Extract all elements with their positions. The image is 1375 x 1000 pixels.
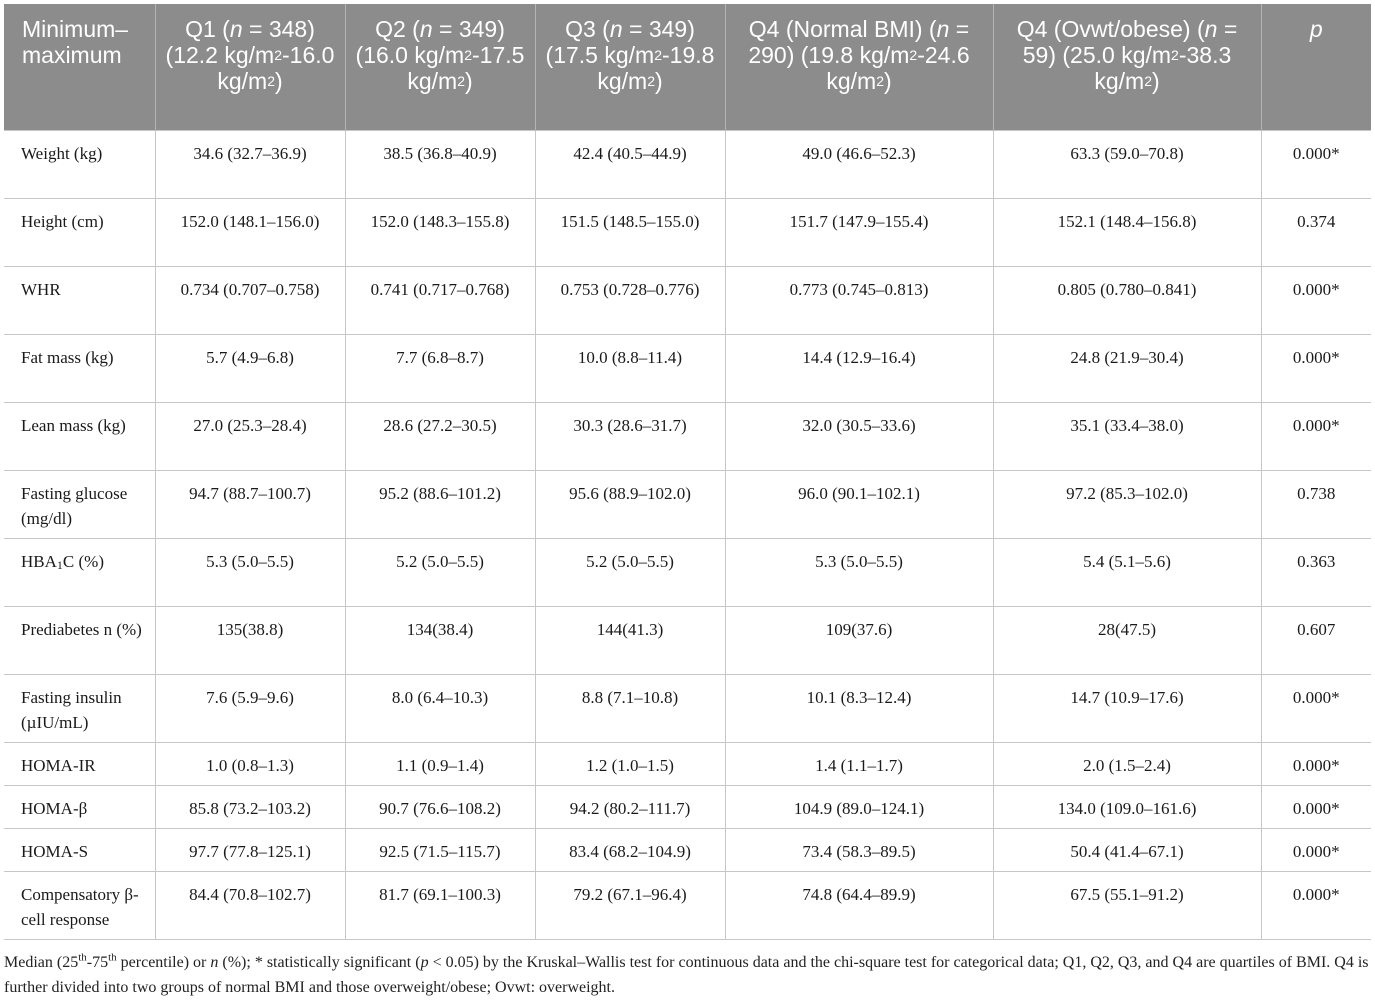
header-q1: Q1 (n = 348) (12.2 $kg/m^2-16.0$ $kg/m^2$): [155, 4, 345, 130]
table-row: [4, 871, 1371, 939]
cell-q4: 32.0 (30.5–33.6): [725, 402, 993, 470]
cell-q5: 152.1 (148.4–156.8): [993, 198, 1261, 266]
table-row: [4, 402, 1371, 470]
row-label: Compensatory β-cell response: [4, 871, 155, 939]
header-min-max: Minimum–maximum: [4, 4, 155, 130]
cell-q4: 73.4 (58.3–89.5): [725, 828, 993, 871]
cell-p-value: 0.000*: [1261, 871, 1371, 939]
header-q3: Q3 (n = 349) (17.5 $kg/m^2-19.8$ $kg/m^2$): [535, 4, 725, 130]
bmi-quartile-table: [4, 4, 1371, 940]
table-row: [4, 742, 1371, 785]
table-row: [4, 198, 1371, 266]
row-label: Fasting insulin (µIU/mL): [4, 674, 155, 742]
cell-q3: 8.8 (7.1–10.8): [535, 674, 725, 742]
cell-q4: 96.0 (90.1–102.1): [725, 470, 993, 538]
cell-q1: 5.3 (5.0–5.5): [155, 538, 345, 606]
row-label: HBA1C (%): [4, 538, 155, 606]
cell-p-value: 0.000*: [1261, 402, 1371, 470]
cell-q5: 0.805 (0.780–0.841): [993, 266, 1261, 334]
row-label: Fat mass (kg): [4, 334, 155, 402]
cell-q1: 84.4 (70.8–102.7): [155, 871, 345, 939]
cell-q3: 144(41.3): [535, 606, 725, 674]
cell-p-value: 0.374: [1261, 198, 1371, 266]
cell-p-value: 0.000*: [1261, 742, 1371, 785]
cell-q2: 95.2 (88.6–101.2): [345, 470, 535, 538]
cell-q3: 30.3 (28.6–31.7): [535, 402, 725, 470]
cell-p-value: 0.607: [1261, 606, 1371, 674]
header-q4-ovwt: Q4 (Ovwt/obese) (n = 59) (25.0 $kg/m^2-38.3$ $kg/m^2$): [993, 4, 1261, 130]
cell-q1: 0.734 (0.707–0.758): [155, 266, 345, 334]
cell-q3: 83.4 (68.2–104.9): [535, 828, 725, 871]
cell-q2: 134(38.4): [345, 606, 535, 674]
cell-q2: 90.7 (76.6–108.2): [345, 785, 535, 828]
cell-q3: 1.2 (1.0–1.5): [535, 742, 725, 785]
cell-p-value: 0.000*: [1261, 828, 1371, 871]
cell-q1: 27.0 (25.3–28.4): [155, 402, 345, 470]
cell-q1: 97.7 (77.8–125.1): [155, 828, 345, 871]
header-row: [4, 4, 1371, 130]
row-label: HOMA-β: [4, 785, 155, 828]
cell-q1: 34.6 (32.7–36.9): [155, 130, 345, 198]
cell-q2: 152.0 (148.3–155.8): [345, 198, 535, 266]
cell-q1: 94.7 (88.7–100.7): [155, 470, 345, 538]
table-container: [4, 4, 1371, 1000]
cell-q5: 50.4 (41.4–67.1): [993, 828, 1261, 871]
cell-q4: 1.4 (1.1–1.7): [725, 742, 993, 785]
cell-p-value: 0.000*: [1261, 334, 1371, 402]
cell-q2: 7.7 (6.8–8.7): [345, 334, 535, 402]
cell-q2: 1.1 (0.9–1.4): [345, 742, 535, 785]
row-label: HOMA-IR: [4, 742, 155, 785]
cell-p-value: 0.000*: [1261, 130, 1371, 198]
cell-q5: 14.7 (10.9–17.6): [993, 674, 1261, 742]
cell-q5: 28(47.5): [993, 606, 1261, 674]
table-body: [4, 130, 1371, 939]
cell-q4: 151.7 (147.9–155.4): [725, 198, 993, 266]
cell-q4: 5.3 (5.0–5.5): [725, 538, 993, 606]
table-row: [4, 674, 1371, 742]
row-label: Lean mass (kg): [4, 402, 155, 470]
cell-q3: 42.4 (40.5–44.9): [535, 130, 725, 198]
cell-q5: 2.0 (1.5–2.4): [993, 742, 1261, 785]
cell-q4: 109(37.6): [725, 606, 993, 674]
cell-q5: 67.5 (55.1–91.2): [993, 871, 1261, 939]
cell-q2: 28.6 (27.2–30.5): [345, 402, 535, 470]
cell-p-value: 0.000*: [1261, 266, 1371, 334]
cell-q2: 38.5 (36.8–40.9): [345, 130, 535, 198]
cell-p-value: 0.738: [1261, 470, 1371, 538]
cell-q2: 5.2 (5.0–5.5): [345, 538, 535, 606]
cell-q3: 0.753 (0.728–0.776): [535, 266, 725, 334]
row-label: HOMA-S: [4, 828, 155, 871]
cell-q4: 104.9 (89.0–124.1): [725, 785, 993, 828]
table-row: [4, 606, 1371, 674]
cell-q3: 94.2 (80.2–111.7): [535, 785, 725, 828]
cell-q3: 95.6 (88.9–102.0): [535, 470, 725, 538]
header-q2: Q2 (n = 349) (16.0 $kg/m^2-17.5$ $kg/m^2$): [345, 4, 535, 130]
cell-q2: 8.0 (6.4–10.3): [345, 674, 535, 742]
table-row: [4, 334, 1371, 402]
cell-q1: 152.0 (148.1–156.0): [155, 198, 345, 266]
row-label: Height (cm): [4, 198, 155, 266]
cell-q2: 92.5 (71.5–115.7): [345, 828, 535, 871]
header-q4-normal: Q4 (Normal BMI) (n = 290) (19.8 $kg/m^2-24.6$ $kg/m^2$): [725, 4, 993, 130]
cell-q1: 7.6 (5.9–9.6): [155, 674, 345, 742]
cell-q3: 5.2 (5.0–5.5): [535, 538, 725, 606]
cell-q1: 135(38.8): [155, 606, 345, 674]
cell-q1: 85.8 (73.2–103.2): [155, 785, 345, 828]
table-row: [4, 828, 1371, 871]
row-label: Weight (kg): [4, 130, 155, 198]
table-row: [4, 538, 1371, 606]
cell-q5: 97.2 (85.3–102.0): [993, 470, 1261, 538]
table-row: [4, 785, 1371, 828]
cell-q5: 134.0 (109.0–161.6): [993, 785, 1261, 828]
row-label: Fasting glucose (mg/dl): [4, 470, 155, 538]
table-row: [4, 130, 1371, 198]
table-row: [4, 266, 1371, 334]
cell-q3: 10.0 (8.8–11.4): [535, 334, 725, 402]
cell-q4: 74.8 (64.4–89.9): [725, 871, 993, 939]
cell-q2: 0.741 (0.717–0.768): [345, 266, 535, 334]
cell-q4: 49.0 (46.6–52.3): [725, 130, 993, 198]
cell-q3: 79.2 (67.1–96.4): [535, 871, 725, 939]
cell-p-value: 0.363: [1261, 538, 1371, 606]
table-footnote: Median (25th-75th percentile) or n (%); * statistically significant (p < 0.05) by the Kruskal–Wallis test for continuous data and the chi-square test for categorical data; Q1, Q2, Q3, and Q4 are quartiles of BMI. Q4 is further divided into two groups of normal BMI and those overweight/obese; Ovwt: overweight.: [4, 951, 1369, 996]
cell-q3: 151.5 (148.5–155.0): [535, 198, 725, 266]
header-p: p: [1261, 4, 1371, 130]
cell-q5: 24.8 (21.9–30.4): [993, 334, 1261, 402]
cell-q1: 1.0 (0.8–1.3): [155, 742, 345, 785]
cell-q4: 0.773 (0.745–0.813): [725, 266, 993, 334]
row-label: WHR: [4, 266, 155, 334]
cell-q4: 10.1 (8.3–12.4): [725, 674, 993, 742]
row-label: Prediabetes n (%): [4, 606, 155, 674]
cell-q2: 81.7 (69.1–100.3): [345, 871, 535, 939]
cell-q5: 5.4 (5.1–5.6): [993, 538, 1261, 606]
cell-q4: 14.4 (12.9–16.4): [725, 334, 993, 402]
cell-q1: 5.7 (4.9–6.8): [155, 334, 345, 402]
cell-p-value: 0.000*: [1261, 785, 1371, 828]
table-row: [4, 470, 1371, 538]
cell-q5: 63.3 (59.0–70.8): [993, 130, 1261, 198]
cell-q5: 35.1 (33.4–38.0): [993, 402, 1261, 470]
cell-p-value: 0.000*: [1261, 674, 1371, 742]
